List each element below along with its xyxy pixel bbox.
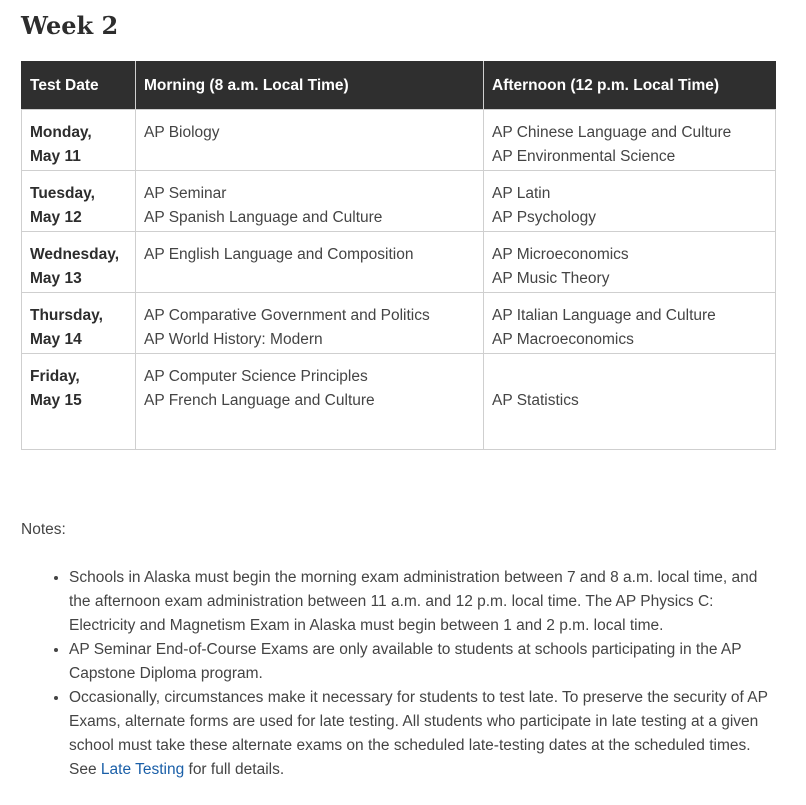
- date-label: May 12: [30, 209, 82, 226]
- list-item: • AP Seminar End-of-Course Exams are only available to students at schools participating in the AP Capstone Diploma program.: [69, 638, 776, 686]
- date-cell: [22, 110, 136, 171]
- exam-schedule-table: [21, 61, 776, 450]
- list-item: • Schools in Alaska must begin the morning exam administration between 7 and 8 a.m. local time, and the afternoon exam administration between 11 a.m. and 12 p.m. local time. The AP Physics C: Electricity and Magnetism Exam in Alaska must begin between 1 and 2 p.m. local time.: [69, 566, 776, 638]
- header-test-date: Test Date: [22, 62, 136, 110]
- date-cell: [22, 293, 136, 354]
- exam-name: AP Comparative Government and Politics: [144, 307, 430, 324]
- date-cell: [22, 354, 136, 450]
- exam-name: AP Psychology: [492, 209, 596, 226]
- header-morning: Morning (8 a.m. Local Time): [136, 62, 484, 110]
- exam-name: AP World History: Modern: [144, 331, 323, 348]
- day-label: Tuesday,: [30, 185, 95, 202]
- table-row: [22, 293, 776, 354]
- exam-name: AP French Language and Culture: [144, 392, 375, 409]
- morning-cell: [136, 110, 484, 171]
- exam-name: AP Biology: [144, 124, 220, 141]
- afternoon-cell: [484, 354, 776, 450]
- exam-name: AP Macroeconomics: [492, 331, 634, 348]
- morning-cell: [136, 171, 484, 232]
- table-row: [22, 171, 776, 232]
- date-label: May 15: [30, 392, 82, 409]
- notes-label: Notes:: [21, 521, 66, 538]
- date-label: May 13: [30, 270, 82, 287]
- page-title: Week 2: [21, 11, 119, 40]
- day-label: Monday,: [30, 124, 92, 141]
- date-cell: [22, 171, 136, 232]
- afternoon-cell: [484, 232, 776, 293]
- afternoon-cell: [484, 110, 776, 171]
- afternoon-cell: [484, 171, 776, 232]
- table-row: [22, 232, 776, 293]
- exam-name: AP Seminar: [144, 185, 227, 202]
- morning-cell: [136, 354, 484, 450]
- date-cell: [22, 232, 136, 293]
- afternoon-cell: [484, 293, 776, 354]
- note-text: Occasionally, circumstances make it necessary for students to test late. To preserve the security of AP Exams, alternate forms are used for late testing. All students who participate in late testing at a given school must take these alternate exams on the scheduled late-testing dates at the scheduled times. See: [69, 689, 768, 778]
- exam-name: AP Environmental Science: [492, 148, 676, 165]
- table-row: [22, 354, 776, 450]
- notes-list: [21, 566, 776, 782]
- table-row: [22, 110, 776, 171]
- exam-name: AP Latin: [492, 185, 551, 202]
- morning-cell: [136, 232, 484, 293]
- day-label: Thursday,: [30, 307, 103, 324]
- exam-name: AP English Language and Composition: [144, 246, 414, 263]
- day-label: Friday,: [30, 368, 80, 385]
- morning-cell: [136, 293, 484, 354]
- note-text: for full details.: [184, 761, 285, 778]
- table-header-row: [22, 62, 776, 110]
- exam-name: AP Statistics: [492, 392, 579, 409]
- exam-name: AP Spanish Language and Culture: [144, 209, 383, 226]
- exam-name: AP Italian Language and Culture: [492, 307, 716, 324]
- list-item: [69, 686, 776, 782]
- exam-name: AP Microeconomics: [492, 246, 629, 263]
- date-label: May 11: [30, 148, 81, 165]
- exam-name: AP Chinese Language and Culture: [492, 124, 732, 141]
- header-afternoon: Afternoon (12 p.m. Local Time): [484, 62, 776, 110]
- exam-name: AP Computer Science Principles: [144, 368, 368, 385]
- late-testing-link[interactable]: Late Testing: [100, 761, 185, 778]
- exam-name: AP Music Theory: [492, 270, 610, 287]
- date-label: May 14: [30, 331, 82, 348]
- day-label: Wednesday,: [30, 246, 120, 263]
